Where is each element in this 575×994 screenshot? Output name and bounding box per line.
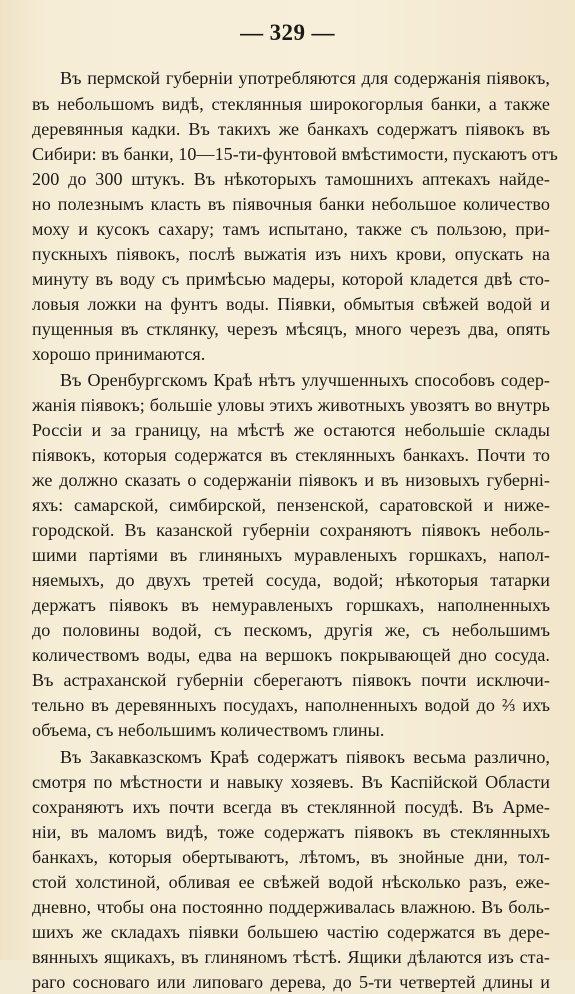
paragraph-2-line-11: до половины водой, съ пескомъ, другія же, съ небольшимъ (32, 620, 550, 640)
paragraph-3-line-10: раго сосноваго или липоваго дерева, до 5-ти четвертей длины и (32, 972, 550, 992)
paragraph-2-line-14: тельно въ деревянныхъ посудахъ, наполненныхъ водой до ⅔ ихъ (32, 695, 550, 715)
paragraph-2-line-13: Въ астраханской губерніи сберегаютъ піявокъ почти исключи- (32, 670, 550, 690)
paragraph-2-line-4: піявокъ, которыя содержатся въ стеклянныхъ банкахъ. Почти то (32, 445, 550, 465)
paragraph-1-line-9: минуту въ воду съ примѣсью мадеры, которой кладется двѣ сто- (32, 269, 550, 289)
paragraph-2-line-5: же должно сказать о содержаніи піявокъ и въ низовыхъ губерні- (32, 470, 550, 490)
paragraph-2-line-8: шими партіями въ глиняныхъ муравленыхъ горшкахъ, напол- (32, 545, 550, 565)
paragraph-3-line-5: банкахъ, которыя обертываютъ, лѣтомъ, въ знойные дни, тол- (32, 847, 550, 867)
paragraph-2-line-6: яхъ: самарской, симбирской, пензенской, саратовской и ниже- (32, 495, 550, 515)
paragraph-1-line-1: Въ пермской губерніи употребляются для содержанія піявокъ, (60, 68, 550, 88)
paragraph-3-line-7: дневно, чтобы она постоянно поддерживалась влажною. Въ боль- (32, 897, 550, 917)
paragraph-1-line-5: 200 до 300 штукъ. Въ нѣкоторыхъ тамошнихъ аптекахъ найде- (32, 169, 550, 189)
paragraph-3-line-8: шихъ же складахъ піявки большею частію содержатся въ дере- (32, 922, 550, 942)
paragraph-2-line-10: держатъ піявокъ въ немуравленыхъ горшкахъ, наполненныхъ (32, 595, 550, 615)
paragraph-2-line-1: Въ Оренбургскомъ Краѣ нѣтъ улучшенныхъ способовъ содер- (60, 370, 550, 390)
paragraph-2-line-12: количествомъ воды, едва на вершокъ покрывающей дно сосуда. (32, 645, 550, 665)
paragraph-3-line-1: Въ Закавказскомъ Краѣ содержатъ піявокъ весьма различно, (60, 747, 550, 767)
paragraph-3-line-6: стой холстиной, обливая ее свѣжей водой нѣсколько разъ, еже- (32, 872, 550, 892)
paragraph-2-line-7: городской. Въ казанской губерніи сохраняютъ піявокъ неболь- (32, 520, 550, 540)
paragraph-2-line-3: Россіи и за границу, на мѣстѣ же остаются небольшіе склады (32, 420, 550, 440)
paragraph-1-line-7: моху и кусокъ сахару; тамъ испытано, также съ пользою, при- (32, 219, 550, 239)
paragraph-1-line-12: хорошо принимаются. (32, 344, 206, 364)
paragraph-1-line-6: но полезнымъ класть въ піявочныя банки небольшое количество (32, 194, 550, 214)
paragraph-2-line-2: жанія піявокъ; большіе уловы этихъ животныхъ увозятъ во внутрь (32, 395, 550, 415)
paragraph-1-line-8: пускныхъ піявокъ, послѣ выжатія изъ нихъ крови, опускать на (32, 244, 550, 264)
page-number: — 329 — (240, 20, 335, 45)
paragraph-3-line-3: сохраняютъ ихъ почти всегда въ стеклянной посудѣ. Въ Арме- (32, 797, 550, 817)
paragraph-1-line-3: деревянныя кадки. Въ такихъ же банкахъ содержатъ піявокъ въ (32, 119, 550, 139)
paragraph-3-line-4: ніи, въ маломъ видѣ, тоже содержатъ піявокъ въ стеклянныхъ (32, 822, 550, 842)
paragraph-2-line-9: няемыхъ, до двухъ третей сосуда, водой; нѣкоторыя татарки (32, 570, 550, 590)
paragraph-1-line-4: Сибири: въ банки, 10—15-ти-фунтовой вмѣстимости, пускаютъ отъ (32, 144, 558, 164)
paragraph-3-line-2: смотря по мѣстности и навыку хозяевъ. Въ Каспійской Области (32, 772, 550, 792)
paragraph-2-line-15: объема, съ небольшимъ количествомъ глины. (32, 720, 385, 740)
paragraph-3-line-9: вянныхъ ящикахъ, въ глиняномъ тѣстѣ. Ящики дѣлаются изъ ста- (32, 947, 550, 967)
paragraph-1-line-2: въ небольшомъ видѣ, стеклянныя широкогорлыя банки, а также (32, 94, 550, 114)
paragraph-1-line-10: ловыя ложки на фунтъ воды. Піявки, обмытыя свѣжей водой и (32, 294, 550, 314)
paragraph-1-line-11: пущенныя въ стклянку, черезъ мѣсяцъ, много черезъ два, опять (32, 319, 550, 339)
